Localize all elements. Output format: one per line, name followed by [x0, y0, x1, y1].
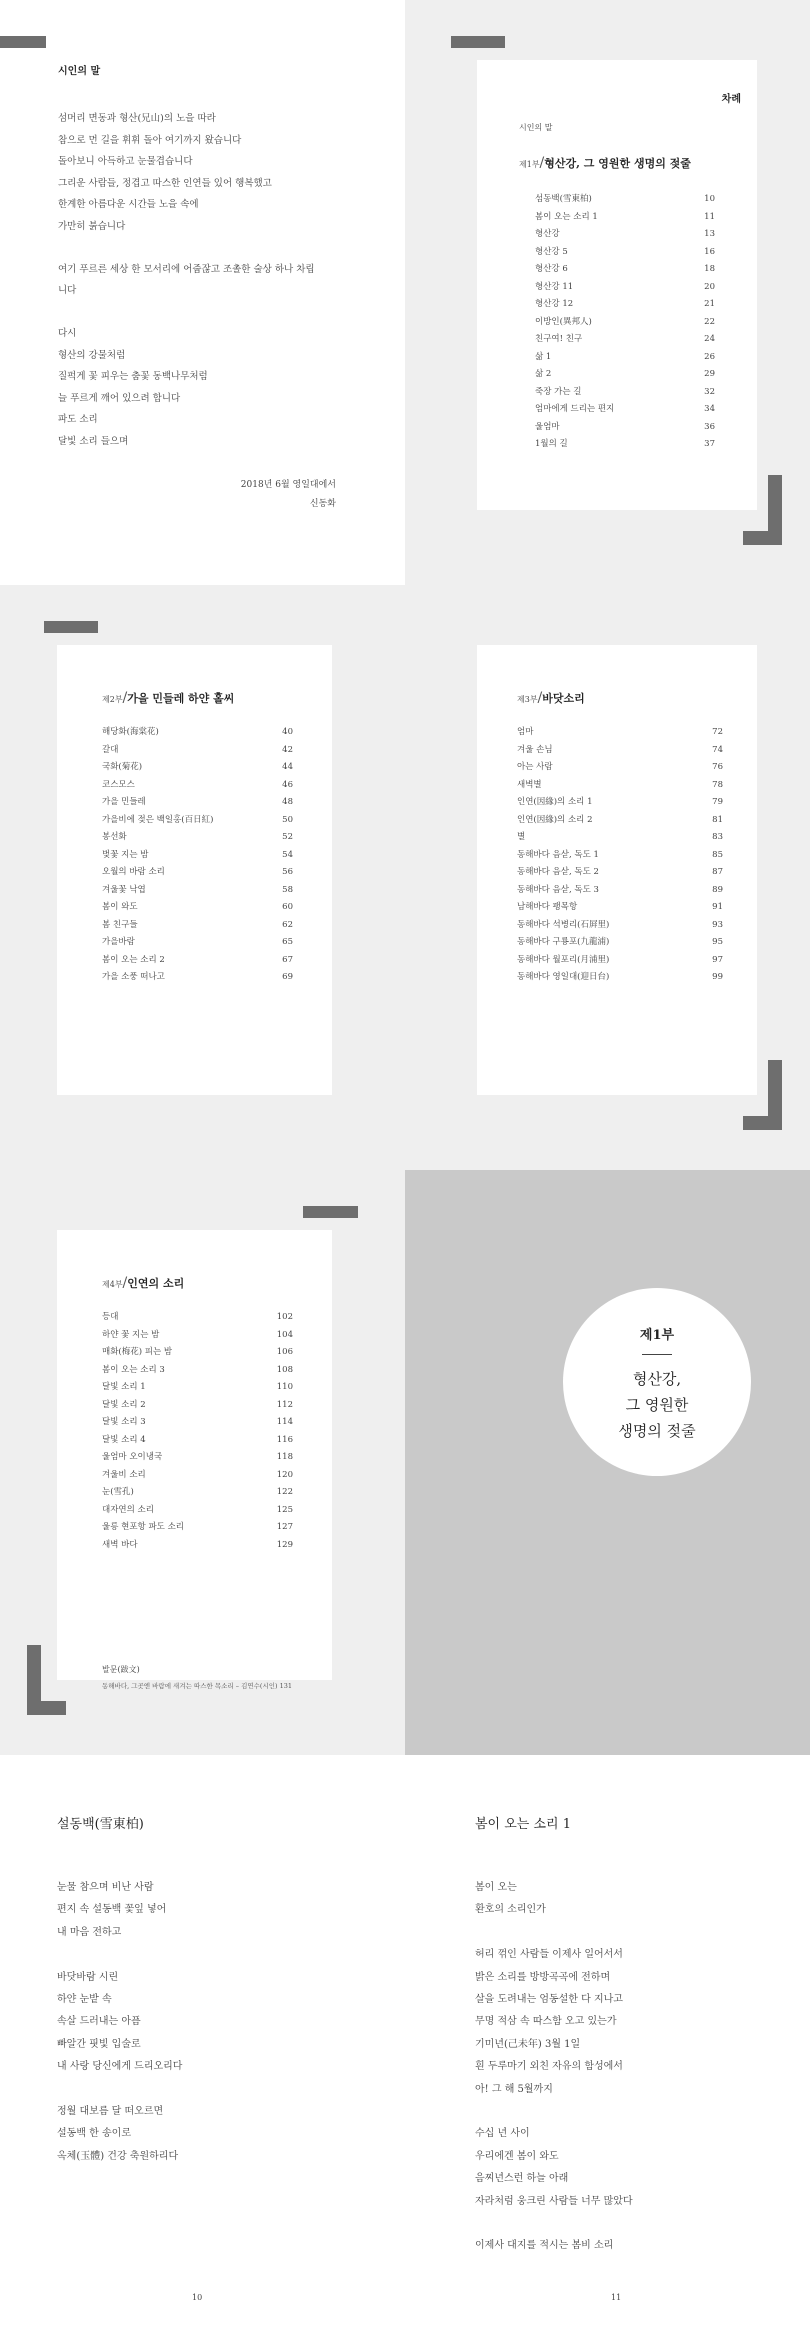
divider-title-line: 형산강, [632, 1370, 682, 1388]
commentary-title: 동해바다, 그곳엔 바람에 새겨는 따스한 목소리 – 김연수(시인) [102, 1682, 278, 1690]
toc-entry-title: 가을바람 [102, 937, 135, 947]
text-line: 형산의 강물처럼 [58, 349, 126, 361]
toc-entry[interactable] [102, 1484, 293, 1502]
toc-entry-page: 16 [704, 246, 715, 257]
toc-entry[interactable] [102, 794, 293, 812]
commentary-label: 발문(跋文) [102, 1665, 140, 1674]
toc-entry-page: 91 [712, 902, 723, 912]
text-line: 여기 푸르른 세상 한 모서리에 어줍잖고 조촐한 술상 하나 차립 [58, 263, 315, 275]
toc-entry[interactable] [102, 882, 293, 900]
text-line: 무명 적삼 속 따스함 오고 있는가 [475, 2016, 617, 2028]
toc-page-3 [405, 585, 810, 1170]
part-heading [519, 152, 691, 171]
toc-entry-page: 93 [712, 919, 723, 930]
text-line: 늘 푸르게 깨어 있으려 합니다 [58, 392, 181, 404]
toc-entry-title: 가을 민들레 [102, 797, 146, 807]
toc-entry-title: 섬동백(雪東柏) [535, 194, 592, 204]
toc-entry-title: 형산강 11 [535, 281, 574, 292]
toc-entry-title: 형산강 6 [535, 264, 568, 274]
toc-entry-title: 갈대 [102, 744, 119, 755]
toc-entry-page: 58 [282, 884, 293, 895]
toc-entry[interactable] [102, 724, 293, 742]
toc-entry-title: 새벽 바다 [102, 1539, 138, 1550]
part-title: 가을 민들레 하얀 홀씨 [127, 692, 235, 705]
toc-entry-title: 엄마에게 드리는 편지 [535, 404, 615, 414]
toc-entry[interactable] [535, 349, 715, 367]
toc-entry-page: 56 [282, 867, 293, 877]
toc-entry-page: 114 [276, 1417, 293, 1427]
slash-mark: / [122, 690, 128, 706]
toc-entry-page: 62 [282, 919, 293, 930]
toc-entry-page: 83 [712, 832, 723, 842]
text-line: 흰 두루마기 외친 자유의 함성에서 [475, 2061, 623, 2073]
toc-entry[interactable] [517, 899, 723, 917]
toc-entry-title: 삶 1 [535, 351, 552, 362]
toc-entry-page: 13 [704, 229, 715, 239]
toc-entry[interactable] [535, 261, 715, 279]
toc-entry-title: 아는 사람 [517, 762, 553, 772]
toc-entry-title: 울릉 현포항 파도 소리 [102, 1522, 185, 1532]
toc-entry-page: 37 [704, 439, 715, 449]
toc-entry-page: 24 [704, 334, 715, 344]
toc-entry-title: 동해바다 음삳, 독도 1 [517, 849, 599, 860]
poem-page-right [405, 1755, 810, 2341]
toc-entry[interactable] [102, 1414, 293, 1432]
text-line: 밝은 소리를 방방곡곡에 전하며 [475, 1971, 611, 1983]
toc-entry-page: 72 [712, 727, 723, 737]
toc-entry[interactable] [102, 952, 293, 970]
toc-list [102, 1309, 293, 1554]
toc-entry-title: 인연(因緣)의 소리 2 [517, 814, 593, 825]
text-line: 하얀 눈밭 속 [57, 1994, 112, 2006]
text-line: 허리 꺾인 사람들 이제사 일어서서 [475, 1949, 623, 1961]
toc-entry-page: 34 [704, 404, 715, 414]
part-number: 제4부 [102, 1280, 123, 1289]
toc-entry-page: 40 [282, 727, 293, 737]
toc-entry[interactable] [535, 191, 715, 209]
toc-entry-title: 겨울 손님 [517, 744, 553, 755]
text-line: 옥체(玉體) 건강 축원하리다 [57, 2150, 179, 2162]
text-line: 달빛 소리 들으며 [58, 435, 129, 447]
text-line: 이제사 대지를 적시는 봄비 소리 [475, 2240, 614, 2252]
toc-card-4 [57, 1230, 332, 1690]
toc-entry[interactable] [517, 794, 723, 812]
part-heading [102, 687, 234, 706]
slash-mark: / [539, 155, 545, 171]
preface-body [58, 108, 378, 452]
text-line: 수십 년 사이 [475, 2128, 530, 2140]
toc-entry[interactable] [535, 226, 715, 244]
toc-entry[interactable] [517, 917, 723, 935]
toc-entry-page: 22 [704, 316, 715, 327]
toc-entry[interactable] [102, 864, 293, 882]
poem-title: 설동백(雪東柏) [57, 1817, 144, 1832]
text-line: 바닷바람 시린 [57, 1971, 119, 1983]
toc-entry-title: 달빛 소리 4 [102, 1434, 146, 1445]
toc-entry-page: 50 [282, 814, 293, 825]
text-line: 그리운 사람들, 정겹고 따스한 인연들 있어 행복했고 [58, 177, 272, 189]
toc-entry-page: 108 [276, 1364, 293, 1375]
preface-page [0, 0, 405, 585]
toc-entry-title: 겨울꽃 낙엽 [102, 884, 146, 895]
toc-entry[interactable] [102, 1502, 293, 1520]
toc-entry-title: 매화(梅花) 피는 밤 [102, 1347, 173, 1357]
toc-entry-page: 11 [704, 211, 715, 222]
stanza-break [475, 2213, 795, 2235]
toc-entry[interactable] [517, 934, 723, 952]
toc-entry[interactable] [102, 1467, 293, 1485]
toc-page-1 [405, 0, 810, 585]
toc-entry-page: 36 [704, 421, 715, 432]
toc-entry[interactable] [535, 331, 715, 349]
part-title: 인연의 소리 [127, 1277, 185, 1290]
toc-entry[interactable] [102, 1327, 293, 1345]
preface-date: 2018년 6월 영일대에서 [240, 480, 336, 490]
text-line: 기미년(己未年) 3월 1일 [475, 2038, 581, 2050]
toc-entry[interactable] [102, 742, 293, 760]
toc-entry-page: 21 [704, 299, 715, 309]
toc-entry-title: 동해바다 석병리(石屛里) [517, 919, 610, 930]
text-line: 우리에겐 봄이 와도 [475, 2150, 559, 2162]
toc-entry[interactable] [102, 1379, 293, 1397]
toc-entry-title: 동해바다 월포리(月浦里) [517, 954, 610, 965]
toc-entry-page: 97 [712, 954, 723, 965]
toc-entry-page: 120 [276, 1469, 293, 1480]
toc-entry-page: 20 [704, 281, 715, 292]
text-line: 다시 [58, 328, 77, 339]
toc-entry-page: 60 [282, 902, 293, 912]
toc-entry[interactable] [102, 917, 293, 935]
toc-entry-title: 인연(因緣)의 소리 1 [517, 797, 593, 807]
toc-entry[interactable] [517, 829, 723, 847]
toc-entry[interactable] [102, 1397, 293, 1415]
toc-entry-title: 별 [517, 832, 526, 842]
toc-entry-title: 형산강 [535, 229, 560, 239]
toc-entry[interactable] [535, 296, 715, 314]
toc-entry-page: 112 [276, 1399, 293, 1410]
text-line: 섬머리 면동과 형산(兄山)의 노을 따라 [58, 113, 216, 124]
stanza-break [57, 1944, 387, 1966]
toc-entry-page: 54 [282, 849, 293, 860]
text-line: 돌아보니 아득하고 눈물겹습니다 [58, 156, 193, 167]
toc-entry-page: 65 [282, 937, 293, 947]
toc-list [535, 191, 715, 454]
poem-body [475, 1877, 795, 2258]
toc-entry[interactable] [102, 969, 293, 987]
toc-entry-title: 봄이 오는 소리 2 [102, 954, 165, 965]
divider-part-number: 제1부 [639, 1328, 675, 1343]
part-heading [102, 1272, 184, 1291]
toc-entry-title: 국화(菊花) [102, 762, 143, 772]
toc-entry-title: 봄이 오는 소리 1 [535, 211, 598, 222]
toc-entry-title: 가을비에 젖은 백일홍(百日紅) [102, 814, 214, 825]
part-divider-page [405, 1170, 810, 1755]
toc-entry-page: 116 [276, 1434, 293, 1445]
toc-preface-entry: 시인의 말 [519, 123, 553, 132]
toc-entry[interactable] [517, 812, 723, 830]
toc-entry-page: 29 [704, 369, 715, 379]
toc-entry-title: 울엄마 [535, 421, 560, 432]
toc-entry[interactable] [102, 1449, 293, 1467]
text-line: 편지 속 설동백 꽃잎 넣어 [57, 1904, 167, 1916]
part-number: 제2부 [102, 695, 123, 704]
toc-entry-title: 겨울비 소리 [102, 1469, 146, 1480]
part-title: 바닷소리 [542, 692, 585, 705]
text-line: 자라처럼 웅크린 사람들 너무 많았다 [475, 2195, 633, 2207]
toc-entry-page: 69 [282, 972, 293, 982]
toc-entry[interactable] [535, 384, 715, 402]
preface-signature [180, 476, 336, 514]
toc-entry-page: 122 [276, 1487, 293, 1497]
part-heading [517, 687, 585, 706]
toc-entry[interactable] [517, 969, 723, 987]
toc-entry[interactable] [102, 759, 293, 777]
slash-mark: / [537, 690, 543, 706]
text-line: 살을 도려내는 엄동설한 다 지나고 [475, 1994, 623, 2006]
divider-circle [563, 1288, 751, 1476]
part-number: 제3부 [517, 695, 538, 704]
toc-entry-title: 동해바다 영일대(迎日台) [517, 972, 610, 982]
text-line: 가만히 붉습니다 [58, 220, 126, 232]
text-line: 설동백 한 송이로 [57, 2128, 131, 2140]
corner-bracket-h [743, 1116, 782, 1130]
toc-entry-page: 76 [712, 762, 723, 772]
toc-entry[interactable] [102, 1519, 293, 1537]
toc-entry[interactable] [517, 742, 723, 760]
toc-entry[interactable] [535, 314, 715, 332]
toc-entry[interactable] [517, 952, 723, 970]
toc-entry-page: 129 [276, 1539, 293, 1550]
toc-entry-page: 125 [276, 1504, 293, 1515]
toc-entry-title: 형산강 5 [535, 246, 568, 257]
toc-entry-title: 동해바다 음삳, 독도 2 [517, 867, 599, 877]
text-line: 파도 소리 [58, 414, 98, 425]
toc-entry-title: 해당화(海棠花) [102, 727, 159, 737]
divider-rule [642, 1354, 672, 1355]
toc-card-1 [477, 60, 757, 510]
toc-entry[interactable] [535, 436, 715, 454]
toc-entry[interactable] [517, 759, 723, 777]
toc-entry[interactable] [102, 1537, 293, 1555]
page-number: 10 [192, 2293, 203, 2302]
toc-entry-title: 삶 2 [535, 369, 552, 379]
text-line: 환호의 소리인가 [475, 1904, 546, 1916]
toc-entry-page: 42 [282, 744, 293, 755]
toc-entry[interactable] [535, 366, 715, 384]
toc-entry[interactable] [102, 1309, 293, 1327]
toc-entry-title: 가을 소풍 떠나고 [102, 972, 165, 982]
toc-entry-title: 봄 친구들 [102, 919, 138, 930]
toc-entry-title: 친구여! 친구 [535, 334, 583, 344]
corner-tab [451, 36, 505, 48]
toc-entry[interactable] [102, 847, 293, 865]
toc-entry-title: 울엄마 오이냉국 [102, 1452, 163, 1462]
toc-entry-page: 32 [704, 386, 715, 397]
poem-page-left [0, 1755, 405, 2341]
toc-entry-title: 봄이 와도 [102, 902, 138, 912]
toc-entry-page: 87 [712, 867, 723, 877]
toc-card-2 [57, 645, 332, 1095]
toc-entry-page: 85 [712, 849, 723, 860]
toc-entry-title: 눈(雪孔) [102, 1487, 134, 1497]
toc-entry-page: 81 [712, 814, 723, 825]
toc-entry-title: 달빛 소리 3 [102, 1417, 146, 1427]
text-line: 눈물 참으며 비난 사람 [57, 1882, 154, 1893]
commentary-text [102, 1681, 317, 1690]
toc-entry-page: 46 [282, 779, 293, 790]
part-number: 제1부 [519, 160, 540, 169]
toc-entry[interactable] [517, 724, 723, 742]
toc-entry-title: 벚꽃 지는 밤 [102, 849, 149, 860]
toc-entry-page: 44 [282, 762, 293, 772]
slash-mark: / [122, 1275, 128, 1291]
stanza-break [475, 2101, 795, 2123]
text-line: 질퍽게 꽃 피우는 춤꽃 동백나무처럼 [58, 371, 208, 382]
toc-entry-page: 106 [276, 1347, 293, 1357]
toc-entry[interactable] [535, 244, 715, 262]
toc-entry[interactable] [102, 1432, 293, 1450]
commentary-page: 131 [279, 1682, 293, 1690]
toc-entry-page: 102 [276, 1312, 293, 1322]
toc-entry[interactable] [535, 279, 715, 297]
text-line: 내 마음 전하고 [57, 1926, 122, 1938]
toc-entry-page: 118 [276, 1452, 293, 1462]
divider-title-line: 그 영원한 [625, 1396, 689, 1414]
toc-entry-page: 10 [704, 194, 715, 204]
text-line: 속살 드러내는 아픔 [57, 2016, 141, 2028]
poem-body [57, 1877, 387, 2168]
page-number: 11 [611, 2293, 622, 2302]
toc-entry[interactable] [535, 419, 715, 437]
toc-entry[interactable] [102, 899, 293, 917]
toc-entry-title: 엄마 [517, 727, 534, 737]
toc-entry-title: 봄이 오는 소리 3 [102, 1364, 165, 1375]
toc-entry-title: 새벽별 [517, 779, 542, 790]
stanza-break [58, 302, 378, 324]
toc-entry[interactable] [517, 847, 723, 865]
part-title: 형산강, 그 영원한 생명의 젖줄 [544, 157, 691, 170]
toc-entry[interactable] [517, 882, 723, 900]
toc-entry-page: 79 [712, 797, 723, 807]
corner-tab [0, 36, 46, 48]
toc-entry[interactable] [535, 401, 715, 419]
toc-entry-title: 달빛 소리 2 [102, 1399, 146, 1410]
toc-entry[interactable] [102, 777, 293, 795]
corner-bracket-h [27, 1701, 66, 1715]
toc-entry[interactable] [517, 777, 723, 795]
text-line: 한계한 아름다운 시간들 노을 속에 [58, 199, 199, 210]
toc-entry-page: 74 [712, 744, 723, 755]
toc-entry-title: 동해바다 음삳, 독도 3 [517, 884, 599, 895]
toc-entry-page: 89 [712, 884, 723, 895]
toc-entry-page: 48 [282, 797, 293, 807]
toc-entry[interactable] [102, 829, 293, 847]
text-line: 참으로 먼 길을 휘휘 돌아 여기까지 왔습니다 [58, 134, 242, 146]
text-line: 빠알간 핏빛 입술로 [57, 2038, 141, 2050]
corner-tab [44, 621, 98, 633]
poem-title: 봄이 오는 소리 1 [475, 1817, 572, 1832]
preface-author: 신동화 [309, 499, 336, 509]
text-line: 정월 대보름 달 떠오르면 [57, 2106, 164, 2118]
toc-entry[interactable] [102, 1362, 293, 1380]
toc-entry[interactable] [102, 812, 293, 830]
toc-entry-title: 대자연의 소리 [102, 1504, 154, 1515]
divider-title-line: 생명의 젖줄 [618, 1422, 696, 1440]
stanza-break [475, 1922, 795, 1944]
toc-entry-title: 달빛 소리 1 [102, 1382, 146, 1392]
divider-title [563, 1366, 751, 1444]
text-line: 봄이 오는 [475, 1882, 517, 1893]
corner-tab [303, 1206, 358, 1218]
toc-card-3 [477, 645, 757, 1095]
toc-entry-title: 하얀 꽃 지는 밤 [102, 1329, 160, 1340]
toc-entry-title: 봉선화 [102, 832, 127, 842]
toc-entry-title: 1월의 길 [535, 439, 568, 449]
toc-page-4 [0, 1170, 405, 1755]
commentary-entry [102, 1664, 317, 1690]
toc-entry-title: 동해바다 구룡포(九龍浦) [517, 937, 610, 947]
toc-entry[interactable] [102, 934, 293, 952]
text-line: 음찌년스런 하늘 아래 [475, 2173, 569, 2185]
toc-entry-page: 110 [276, 1382, 293, 1392]
toc-page-2 [0, 585, 405, 1170]
toc-entry-title: 형산강 12 [535, 299, 574, 309]
preface-heading: 시인의 말 [58, 66, 101, 77]
toc-entry-title: 죽장 가는 길 [535, 386, 582, 397]
toc-list [102, 724, 293, 987]
toc-entry-page: 95 [712, 937, 723, 947]
toc-entry[interactable] [102, 1344, 293, 1362]
text-line: 내 사랑 당신에게 드리오리다 [57, 2061, 183, 2073]
toc-entry-page: 99 [712, 972, 723, 982]
text-line: 아! 그 해 5월까지 [475, 2083, 553, 2095]
corner-bracket-h [743, 531, 782, 545]
toc-entry-title: 코스모스 [102, 779, 135, 790]
toc-entry-page: 52 [282, 832, 293, 842]
toc-entry-page: 67 [282, 954, 293, 965]
toc-entry-page: 78 [712, 779, 723, 790]
toc-entry-page: 104 [276, 1329, 293, 1340]
toc-entry-page: 18 [704, 264, 715, 274]
toc-entry-title: 오월의 바람 소리 [102, 867, 165, 877]
toc-heading: 차례 [721, 94, 741, 105]
stanza-break [57, 2079, 387, 2101]
toc-entry-title: 등대 [102, 1312, 119, 1322]
toc-entry-title: 이방인(異邦人) [535, 316, 592, 327]
toc-entry-page: 26 [704, 351, 715, 362]
text-line: 니다 [58, 285, 77, 296]
toc-entry[interactable] [517, 864, 723, 882]
toc-entry[interactable] [535, 209, 715, 227]
toc-list [517, 724, 723, 987]
stanza-break [58, 237, 378, 259]
toc-entry-title: 남해바다 팽목항 [517, 902, 578, 912]
toc-entry-page: 127 [276, 1522, 293, 1532]
